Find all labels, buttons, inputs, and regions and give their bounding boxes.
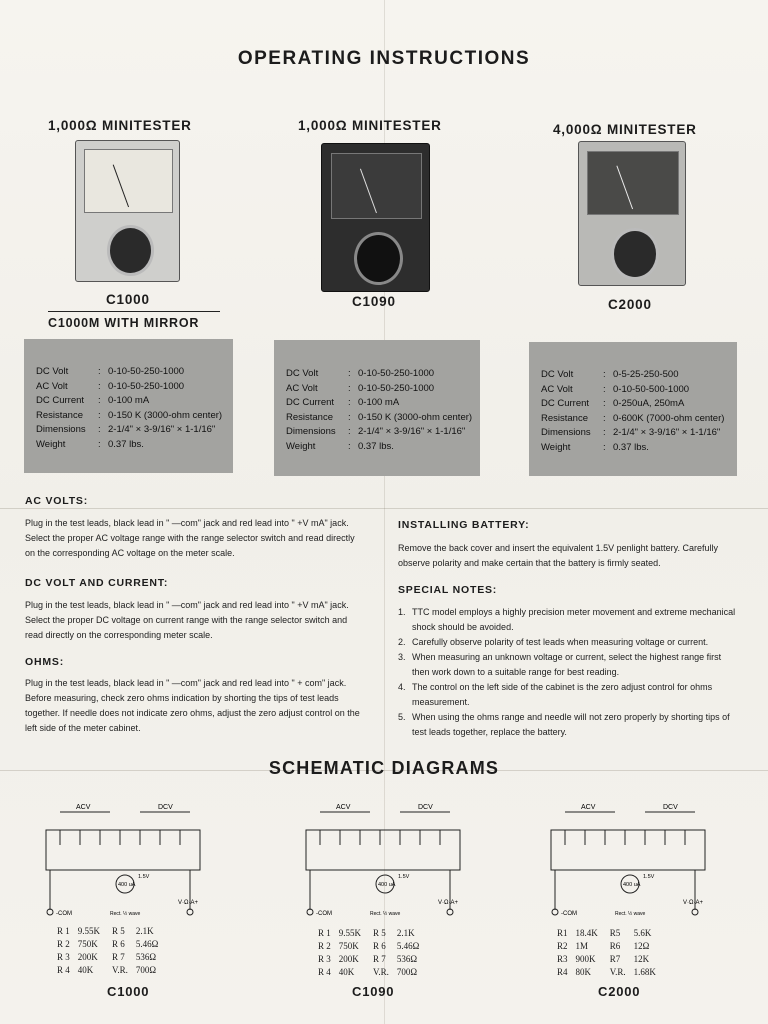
table-row: R 4 40K V.R. 700Ω bbox=[318, 967, 418, 977]
spec-row: Dimensions : 2-1/4" × 3-9/16" × 1-1/16" bbox=[36, 424, 216, 435]
spec-row: DC Volt : 0-10-50-250-1000 bbox=[286, 368, 435, 379]
model-code: C1090 bbox=[352, 294, 396, 309]
note-item: 5. When using the ohms range and needle will not zero properly by shorting tips of test leads together, replace the battery. bbox=[398, 712, 730, 737]
section-heading: OHMS: bbox=[25, 656, 64, 668]
resistor-table bbox=[555, 926, 668, 980]
range-selector-knob bbox=[611, 228, 659, 280]
spec-box bbox=[274, 340, 480, 476]
dcv-label: DCV bbox=[418, 804, 433, 811]
spec-row: DC Volt : 0-10-50-250-1000 bbox=[36, 366, 185, 377]
special-notes-list bbox=[398, 605, 736, 740]
spec-row: Resistance : 0-150 K (3000-ohm center) bbox=[36, 410, 223, 421]
section-text: Plug in the test leads, black lead in " —com" jack and red lead into " +V mA" jack. Select the proper AC voltage range with the range selector switch and read directly on the corresponding AC voltage on the meter scale. bbox=[25, 518, 355, 558]
spec-row: Dimensions : 2-1/4" × 3-9/16" × 1-1/16" bbox=[541, 427, 721, 438]
spec-row: Resistance : 0-600K (7000-ohm center) bbox=[541, 413, 725, 424]
note-item: 3. When measuring an unknown voltage or current, select the highest range first then work down to a suitable range for best reading. bbox=[398, 652, 722, 677]
schematic-diagram bbox=[40, 800, 210, 920]
acv-label: ACV bbox=[581, 804, 596, 811]
model-code: C2000 bbox=[608, 297, 652, 312]
table-row: R 3 200K R 7 536Ω bbox=[57, 952, 157, 962]
section-heading: SPECIAL NOTES: bbox=[398, 584, 498, 596]
spec-row: DC Volt : 0-5-25-250-500 bbox=[541, 369, 679, 380]
section-text: Remove the back cover and insert the equivalent 1.5V penlight battery. Carefully observe polarity and make certain that the battery is firmly seated. bbox=[398, 543, 719, 568]
model-code: C1000 bbox=[106, 292, 150, 307]
spec-row: Resistance : 0-150 K (3000-ohm center) bbox=[286, 412, 473, 423]
range-selector-knob bbox=[107, 225, 154, 276]
spec-row: Weight : 0.37 lbs. bbox=[541, 442, 649, 453]
rect-label: Rect. ½ wave bbox=[370, 911, 401, 917]
vma-label: V·Ω·A+ bbox=[438, 900, 458, 906]
table-row: R 4 40K V.R. 700Ω bbox=[57, 965, 157, 975]
rect-label: Rect. ½ wave bbox=[615, 911, 646, 917]
spec-row: Dimensions : 2-1/4" × 3-9/16" × 1-1/16" bbox=[286, 426, 466, 437]
resistor-table bbox=[316, 926, 431, 980]
table-row: R 3 200K R 7 536Ω bbox=[318, 954, 418, 964]
section-text: Plug in the test leads, black lead in " —com" jack and red lead into " + com" jack. Before measuring, check zero ohms indication by shorting the tips of test leads together. If needle does not indicate zero ohms, adjust the zero adjust control on the left side of the meter cabinet. bbox=[25, 678, 360, 733]
spec-row: Weight : 0.37 lbs. bbox=[286, 441, 394, 452]
rect-label: Rect. ½ wave bbox=[110, 911, 141, 917]
spec-row: DC Current : 0-250uA, 250mA bbox=[541, 398, 685, 409]
table-row: R4 80K V.R. 1.68K bbox=[557, 967, 656, 977]
schematic-diagram bbox=[545, 800, 715, 920]
schematic-title: SCHEMATIC DIAGRAMS bbox=[268, 758, 500, 778]
tester-heading: 4,000Ω MINITESTER bbox=[553, 122, 697, 137]
table-row: R 1 9.55K R 5 2.1K bbox=[57, 926, 154, 936]
table-row: R1 18.4K R5 5.6K bbox=[557, 928, 652, 938]
meter-face bbox=[84, 149, 173, 213]
schematic-code: C2000 bbox=[598, 984, 641, 999]
battery-label: 1.5V bbox=[643, 874, 655, 880]
table-row: R 2 750K R 6 5.46Ω bbox=[57, 939, 159, 949]
resistor-table bbox=[55, 924, 170, 978]
meter-face bbox=[587, 151, 678, 216]
divider bbox=[48, 311, 220, 312]
tester-heading: 1,000Ω MINITESTER bbox=[298, 118, 442, 133]
table-row: R3 900K R7 12K bbox=[557, 954, 650, 964]
dcv-label: DCV bbox=[158, 804, 173, 811]
page-title: OPERATING INSTRUCTIONS bbox=[237, 48, 531, 69]
meter-label: 400 uA bbox=[118, 882, 136, 888]
battery-label: 1.5V bbox=[138, 874, 150, 880]
schematic-code: C1000 bbox=[107, 984, 150, 999]
spec-row: Weight : 0.37 lbs. bbox=[36, 439, 144, 450]
section-heading: AC VOLTS: bbox=[25, 495, 89, 507]
model-subcode: C1000M WITH MIRROR bbox=[48, 316, 200, 330]
com-label: -COM bbox=[316, 911, 332, 917]
minitester-image bbox=[578, 141, 686, 286]
tester-heading: 1,000Ω MINITESTER bbox=[48, 118, 192, 133]
battery-label: 1.5V bbox=[398, 874, 410, 880]
section-heading: DC VOLT AND CURRENT: bbox=[25, 577, 169, 589]
acv-label: ACV bbox=[76, 804, 91, 811]
table-row: R 1 9.55K R 5 2.1K bbox=[318, 928, 415, 938]
spec-box bbox=[24, 339, 233, 473]
note-item: 4. The control on the left side of the cabinet is the zero adjust control for ohms measurement. bbox=[398, 682, 713, 707]
meter-label: 400 uA bbox=[623, 882, 641, 888]
spec-row: AC Volt : 0-10-50-250-1000 bbox=[286, 383, 435, 394]
spec-box bbox=[529, 342, 737, 476]
schematic-diagram bbox=[300, 800, 470, 920]
meter-label: 400 uA bbox=[378, 882, 396, 888]
spec-row: AC Volt : 0-10-50-250-1000 bbox=[36, 381, 185, 392]
section-heading: INSTALLING BATTERY: bbox=[398, 519, 530, 531]
com-label: -COM bbox=[56, 911, 72, 917]
section-text: Plug in the test leads, black lead in " —com" jack and red lead into " +V mA" jack. Select the proper DC voltage on current range with the range selector switch and read directly on the corresponding meter scale. bbox=[25, 600, 349, 640]
note-item: 2. Carefully observe polarity of test leads when measuring voltage or current. bbox=[398, 637, 709, 647]
acv-label: ACV bbox=[336, 804, 351, 811]
spec-row: AC Volt : 0-10-50-500-1000 bbox=[541, 384, 690, 395]
note-item: 1. TTC model employs a highly precision meter movement and extreme mechanical shock should be avoided. bbox=[398, 607, 736, 632]
minitester-image bbox=[321, 143, 430, 292]
schematic-code: C1090 bbox=[352, 984, 395, 999]
spec-row: DC Current : 0-100 mA bbox=[286, 397, 400, 408]
dcv-label: DCV bbox=[663, 804, 678, 811]
table-row: R 2 750K R 6 5.46Ω bbox=[318, 941, 420, 951]
range-selector-knob bbox=[354, 232, 403, 285]
com-label: -COM bbox=[561, 911, 577, 917]
table-row: R2 1M R6 12Ω bbox=[557, 941, 650, 951]
vma-label: V·Ω·A+ bbox=[683, 900, 703, 906]
minitester-image bbox=[75, 140, 180, 282]
spec-row: DC Current : 0-100 mA bbox=[36, 395, 150, 406]
vma-label: V·Ω·A+ bbox=[178, 900, 198, 906]
meter-face bbox=[331, 153, 423, 220]
